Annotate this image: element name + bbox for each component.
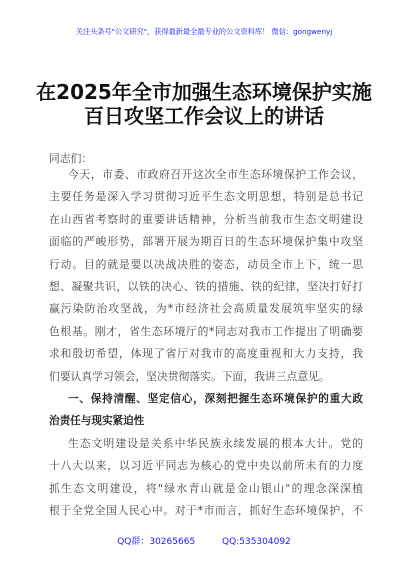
title-line: 百日攻坚工作会议上的讲话 <box>84 104 324 128</box>
footer-qq-group: QQ群：30265665 <box>117 537 196 547</box>
paragraph-line: 色根基。刚才，省生态环境厅的*同志对我市工作提出了明确要 <box>49 324 363 338</box>
paragraph-line: 赢污染防治攻坚战，为*市经济社会高质量发展筑牢坚实的绿 <box>49 302 363 316</box>
paragraph-line: 们要认真学习领会，坚决贯彻落实。下面，我讲三点意见。 <box>49 369 330 383</box>
paragraph-line: 主要任务是深入学习贯彻习近平生态文明思想，特别是总书记 <box>49 190 363 204</box>
title-line: 在2025年全市加强生态环境保护实施 <box>36 80 372 104</box>
salutation: 同志们： <box>49 152 93 165</box>
paragraph-line: 生态文明建设是关系中华民族永续发展的根本大计。党的 <box>68 436 363 450</box>
document-title <box>20 80 388 128</box>
paragraph-line: 抓生态文明建设，将"绿水青山就是金山银山"的理念深深植 <box>49 481 363 495</box>
paragraph-line: 十八大以来，以习近平同志为核心的党中央以前所未有的力度 <box>49 459 363 473</box>
paragraph-line: 想、凝聚共识，以铁的决心、铁的措施、铁的纪律，坚决打好打 <box>49 280 363 293</box>
paragraph-line: 面临的严峻形势，部署开展为期百日的生态环境保护集中攻坚 <box>49 235 363 249</box>
header-promo-note: 关注头条号"公文研究"，获得最新最全最专业的公文资料库！ 微信：gongwenyj <box>75 27 333 36</box>
paragraph-line: 在山西省考察时的重要讲话精神，分析当前我市生态文明建设 <box>49 212 363 226</box>
section-heading-line: 治责任与现实紧迫性 <box>49 415 145 428</box>
footer-contact <box>0 534 408 547</box>
paragraph-line: 求和殷切希望，体现了省厅对我市的高度重视和大力支持，我 <box>49 347 363 361</box>
paragraph-line: 今天，市委、市政府召开这次全市生态环境保护工作会议， <box>68 168 363 181</box>
footer-qq: QQ:535304092 <box>222 537 291 547</box>
paragraph-line: 根于全党全国人民心中。对于*市而言，抓好生态环境保护，不 <box>49 504 363 517</box>
section-heading-line: 一、保持清醒、坚定信心，深刻把握生态环境保护的重大政 <box>68 393 363 405</box>
paragraph-line: 行动。目的就是要以决战决胜的姿态，动员全市上下，统一思 <box>49 257 363 271</box>
